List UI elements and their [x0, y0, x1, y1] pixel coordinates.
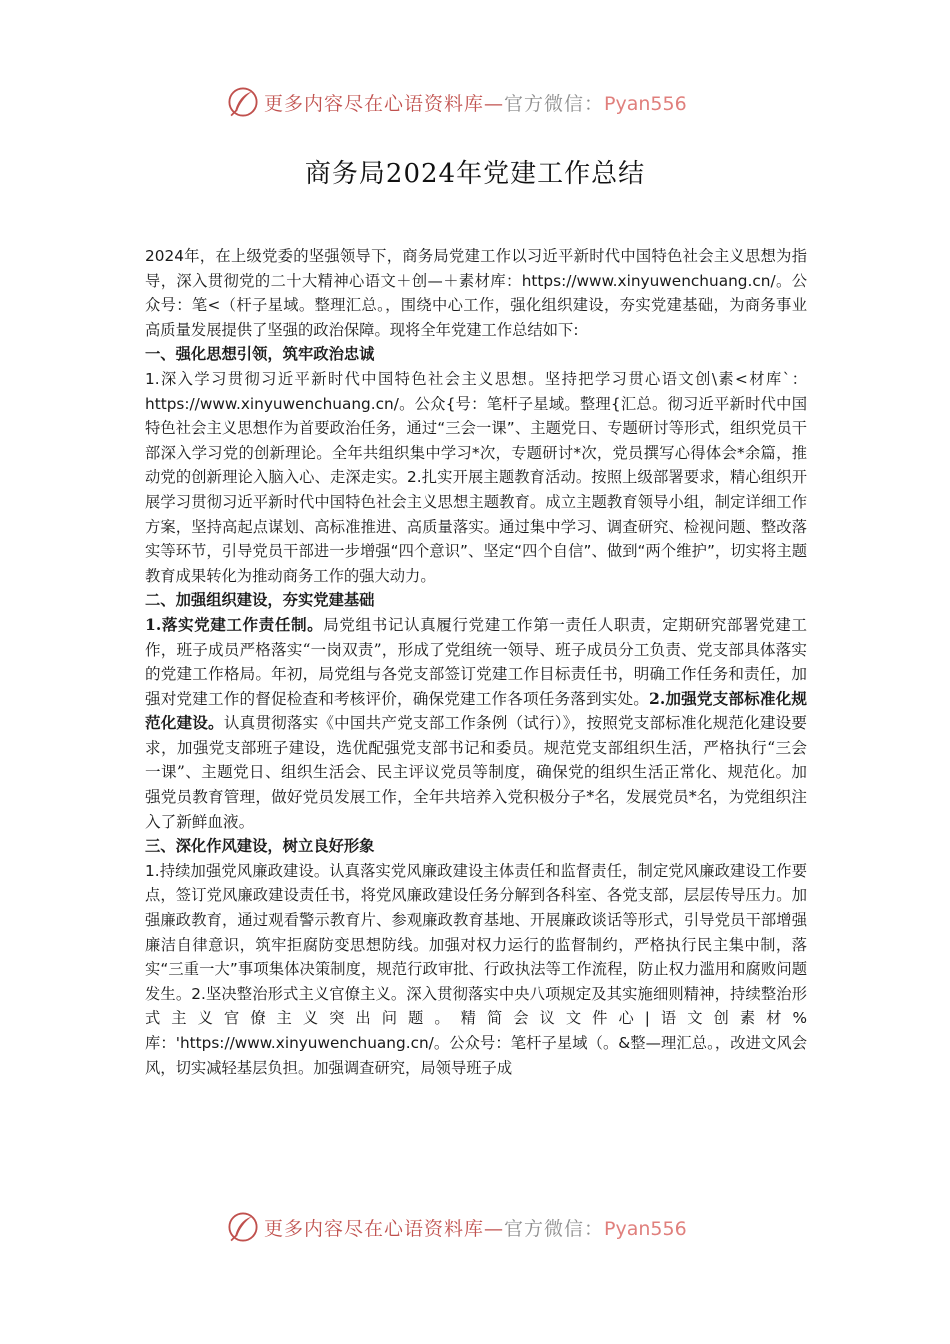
banner-wechat-id: Pyan556	[604, 1217, 687, 1240]
document-title: 商务局2024年党建工作总结	[304, 159, 646, 189]
banner-main-text: 更多内容尽在心语资料库	[264, 1217, 485, 1240]
section-2-lead-1: 1.落实党建工作责任制。	[145, 614, 324, 634]
feather-quill-icon	[226, 85, 260, 119]
banner-official-label: 官方微信：	[504, 92, 605, 115]
document-body	[145, 244, 807, 1080]
header-banner	[226, 82, 687, 122]
banner-wechat-id: Pyan556	[604, 92, 687, 115]
section-2-text-1: 局党组书记认真履行党建工作第一责任人职责，定期研究部署党建工作，班子成员严格落实“一岗双责”，形成了党组统一领导、班子成员分工负责、党支部具体落实的党建工作格局。年初，局党组与各党支部签订党建工作目标责任书，明确工作任务和责任，加强对党建工作的督促检查和考核评价，确保党建工作各项任务落到实处。	[145, 615, 807, 708]
section-2-body	[145, 613, 807, 834]
section-1-body: 1.深入学习贯彻习近平新时代中国特色社会主义思想。坚持把学习贯心语文创\素<材库`：https://www.xinyuwenchuang.cn/。公众{号：笔杆子星域。整理{汇总。彻习近平新时代中国特色社会主义思想作为首要政治任务，通过“三会一课”、主题党日、专题研讨等形式，组织党员干部深入学习党的创新理论。全年共组织集中学习*次，专题研讨*次，党员撰写心得体会*余篇，推动党的创新理论入脑入心、走深走实。2.扎实开展主题教育活动。按照上级部署要求，精心组织开展学习贯彻习近平新时代中国特色社会主义思想主题教育。成立主题教育领导小组，制定详细工作方案，坚持高起点谋划、高标准推进、高质量落实。通过集中学习、调查研究、检视问题、整改落实等环节，引导党员干部进一步增强“四个意识”、坚定“四个自信”、做到“两个维护”，切实将主题教育成果转化为推动商务工作的强大动力。	[145, 369, 807, 585]
banner-main-text: 更多内容尽在心语资料库	[264, 92, 485, 115]
section-2-lead-2: 2.加强党支部标准化规范化建设。	[145, 688, 807, 733]
banner-dash: —	[484, 92, 505, 115]
section-2-heading: 二、加强组织建设，夯实党建基础	[145, 591, 375, 610]
section-3-body: 1.持续加强党风廉政建设。认真落实党风廉政建设主体责任和监督责任，制定党风廉政建设工作要点，签订党风廉政建设责任书，将党风廉政建设任务分解到各科室、各党支部，层层传导压力。加强廉政教育，通过观看警示教育片、参观廉政教育基地、开展廉政谈话等形式，引导党员干部增强廉洁自律意识，筑牢拒腐防变思想防线。加强对权力运行的监督制约，严格执行民主集中制，落实“三重一大”事项集体决策制度，规范行政审批、行政执法等工作流程，防止权力滥用和腐败问题发生。2.坚决整治形式主义官僚主义。深入贯彻落实中央八项规定及其实施细则精神，持续整治形式主义官僚主义突出问题。精简会议文件心|语文创素材%库：'https://www.xinyuwenchuang.cn/。公众号：笔杆子星域（。&整—理汇总。，改进文风会风，切实减轻基层负担。加强调查研究，局领导班子成	[145, 861, 807, 1077]
section-3-heading: 三、深化作风建设，树立良好形象	[145, 837, 375, 856]
banner-dash: —	[484, 1217, 505, 1240]
footer-banner	[226, 1207, 687, 1247]
intro-paragraph: 2024年，在上级党委的坚强领导下，商务局党建工作以习近平新时代中国特色社会主义思想为指导，深入贯彻党的二十大精神心语文＋创—＋素材库：https://www.xinyuwenchuang.cn/。公众号：笔<（杆子星域。整理汇总。，围绕中心工作，强化组织建设，夯实党建基础，为商务事业高质量发展提供了坚强的政治保障。现将全年党建工作总结如下:	[145, 247, 807, 339]
section-1-heading: 一、强化思想引领，筑牢政治忠诚	[145, 345, 375, 364]
banner-official-label: 官方微信：	[504, 1217, 605, 1240]
feather-quill-icon	[226, 1210, 260, 1244]
section-2-text-2: 认真贯彻落实《中国共产党支部工作条例（试行）》，按照党支部标准化规范化建设要求，加强党支部班子建设，选优配强党支部书记和委员。规范党支部组织生活，严格执行“三会一课”、主题党日、组织生活会、民主评议党员等制度，确保党的组织生活正常化、规范化。加强党员教育管理，做好党员发展工作，全年共培养入党积极分子*名，发展党员*名，为党组织注入了新鲜血液。	[145, 714, 807, 831]
